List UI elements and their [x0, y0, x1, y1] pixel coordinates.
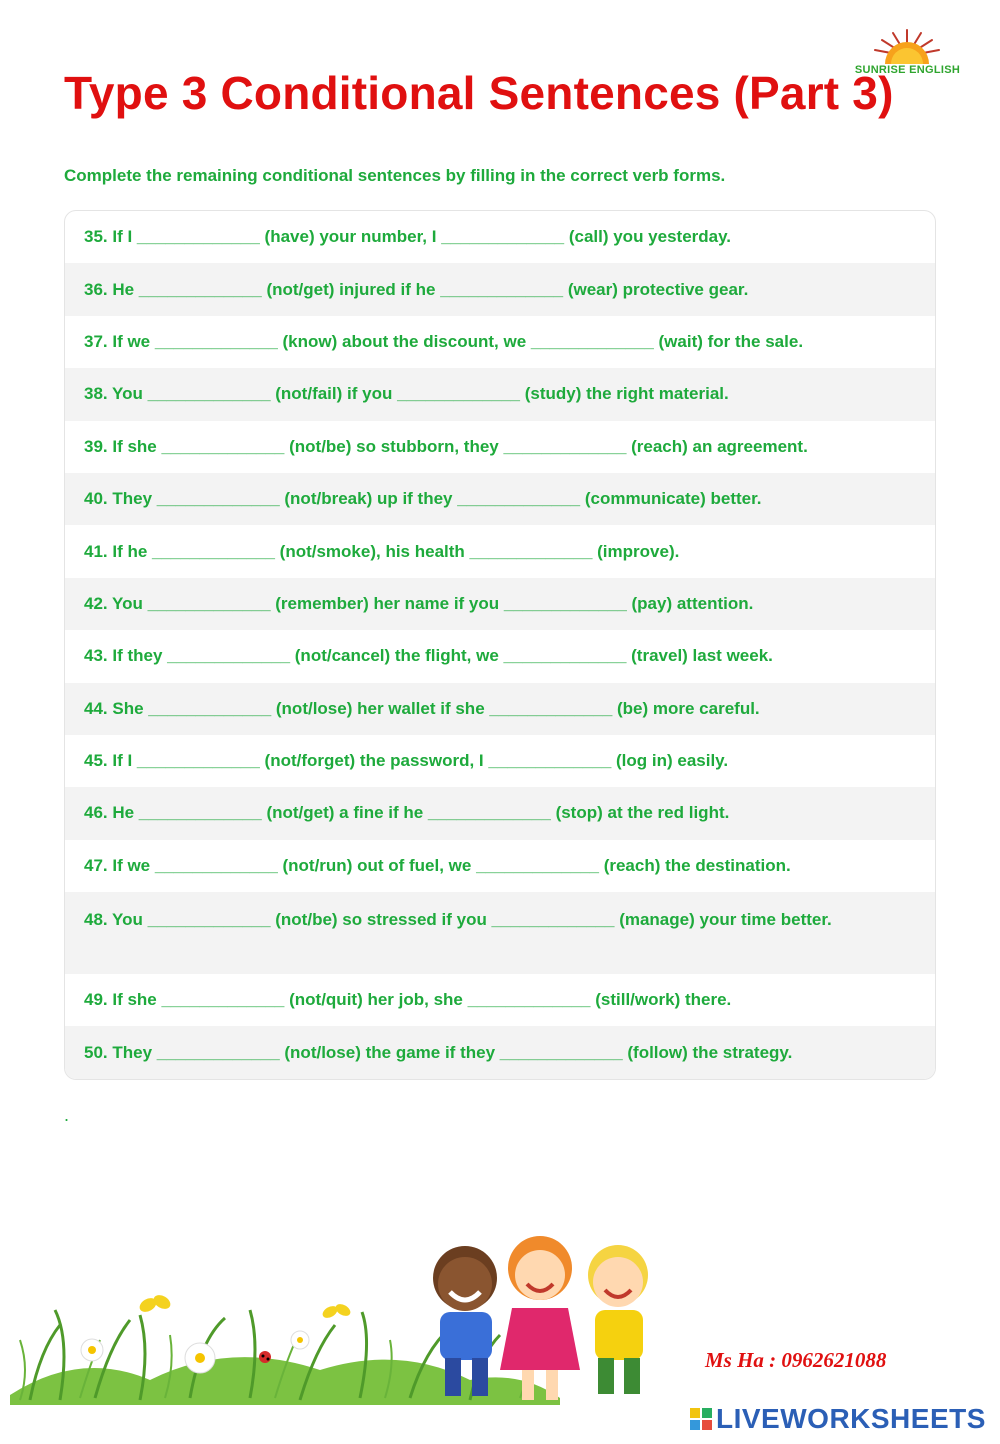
exercise-row-47: 47. If we _____________ (not/run) out of fuel, we _____________ (reach) the destination.: [84, 855, 791, 875]
exercise-row-39: 39. If she _____________ (not/be) so stubborn, they _____________ (reach) an agreement.: [84, 436, 808, 456]
grass-and-children-illustration: [0, 1230, 680, 1420]
exercise-list: [64, 210, 936, 1080]
exercise-row-48: 48. You _____________ (not/be) so stressed if you _____________ (manage) your time better.: [65, 892, 935, 974]
logo-text: SUNRISE ENGLISH: [854, 64, 961, 76]
sunrise-english-logo: [845, 28, 970, 83]
exercise-row-35: 35. If I _____________ (have) your number, I _____________ (call) you yesterday.: [84, 227, 732, 247]
children-icon: [433, 1236, 648, 1400]
exercise-row-41: 41. If he _____________ (not/smoke), his health _____________ (improve).: [84, 541, 680, 561]
sun-icon: [845, 28, 970, 68]
liveworksheets-text: LIVEWORKSHEETS: [716, 1403, 986, 1434]
exercise-row-42: 42. You _____________ (remember) her name if you _____________ (pay) attention.: [65, 578, 935, 630]
exercise-row-50: 50. They _____________ (not/lose) the game if they _____________ (follow) the strategy.: [65, 1026, 935, 1078]
exercise-row-45: 45. If I _____________ (not/forget) the password, I _____________ (log in) easily.: [84, 751, 729, 771]
liveworksheets-icon: [690, 1408, 712, 1430]
liveworksheets-brand[interactable]: [690, 1403, 986, 1435]
instructions: Complete the remaining conditional sentences by filling in the correct verb forms.: [64, 166, 726, 185]
exercise-row-44: 44. She _____________ (not/lose) her wallet if she _____________ (be) more careful.: [65, 683, 935, 735]
exercise-row-38: 38. You _____________ (not/fail) if you _____________ (study) the right material.: [65, 368, 935, 420]
trailing-dot: .: [64, 1105, 70, 1125]
exercise-row-37: 37. If we _____________ (know) about the discount, we _____________ (wait) for the sale.: [84, 331, 804, 351]
exercise-row-43: 43. If they _____________ (not/cancel) the flight, we _____________ (travel) last week.: [84, 646, 773, 666]
butterfly-icon: [137, 1292, 352, 1320]
exercise-row-46: 46. He _____________ (not/get) a fine if he _____________ (stop) at the red light.: [65, 787, 935, 839]
exercise-row-36: 36. He _____________ (not/get) injured if he _____________ (wear) protective gear.: [65, 263, 935, 315]
exercise-row-49: 49. If she _____________ (not/quit) her job, she _____________ (still/work) there.: [84, 990, 732, 1010]
exercise-row-40: 40. They _____________ (not/break) up if they _____________ (communicate) better.: [65, 473, 935, 525]
teacher-contact: Ms Ha : 0962621088: [705, 1348, 887, 1372]
page-title: Type 3 Conditional Sentences (Part 3): [64, 67, 894, 119]
ladybug-icon: [259, 1351, 271, 1363]
